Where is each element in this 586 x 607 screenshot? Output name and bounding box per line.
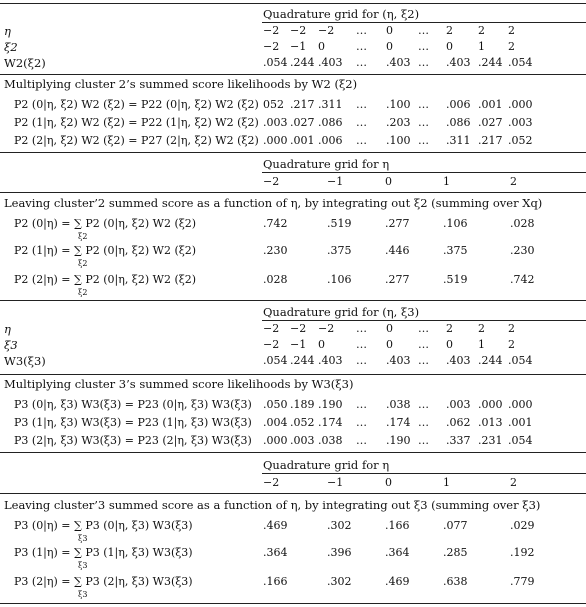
mult2-value: .000 bbox=[263, 134, 288, 147]
mult2-value: .311 bbox=[318, 98, 343, 111]
leave2-value: .106 bbox=[443, 217, 468, 230]
leave3-value: .364 bbox=[263, 546, 288, 559]
mult2-title: Multiplying cluster 2’s summed score likelihoods by W2 (ξ2) bbox=[4, 77, 358, 91]
grid-eta1-title: Quadrature grid for η bbox=[263, 157, 390, 171]
grid-xi2-eta-cell: 2 bbox=[446, 24, 453, 37]
grid-xi3-xi-cell: … bbox=[418, 338, 429, 351]
mult3-row-label: P3 (2|η, ξ3) W3(ξ3) = P23 (2|η, ξ3) W3(ξ3) bbox=[14, 434, 252, 447]
leave2-value: .742 bbox=[263, 217, 288, 230]
mult3-value: .038 bbox=[318, 434, 343, 447]
mult3-value: .174 bbox=[318, 416, 343, 429]
grid-eta2-cell: −1 bbox=[327, 476, 344, 489]
mult3-value: .003 bbox=[290, 434, 315, 447]
rule-leave3 bbox=[0, 493, 586, 494]
rule-top bbox=[0, 3, 586, 4]
grid-xi2-eta-cell: −2 bbox=[318, 24, 335, 37]
leave3-row-label: P3 (1|η) = ∑ P3 (1|η, ξ3) W3(ξ3) bbox=[14, 546, 193, 559]
mult3-row-label: P3 (1|η, ξ3) W3(ξ3) = P23 (1|η, ξ3) W3(ξ3) bbox=[14, 416, 252, 429]
grid-xi2-eta-label: η bbox=[4, 24, 11, 38]
mult2-value: .001 bbox=[290, 134, 315, 147]
grid-xi3-eta-cell: 2 bbox=[446, 322, 453, 335]
grid-eta2-cell: 0 bbox=[385, 476, 392, 489]
mult3-value: .000 bbox=[478, 398, 503, 411]
grid-eta1-cell: −1 bbox=[327, 175, 344, 188]
grid-xi2-eta-cell: 0 bbox=[386, 24, 393, 37]
grid-xi3-title: Quadrature grid for (η, ξ3) bbox=[263, 305, 420, 319]
grid-xi2-eta-cell: … bbox=[356, 24, 367, 37]
grid-eta2-title: Quadrature grid for η bbox=[263, 458, 390, 472]
rule-grid-xi3 bbox=[262, 320, 586, 321]
mult2-value: … bbox=[356, 98, 367, 111]
grid-xi3-w-cell: .403 bbox=[446, 354, 471, 367]
leave2-sum-subscript: ξ2 bbox=[78, 232, 88, 241]
grid-xi2-xi-cell: −2 bbox=[263, 40, 280, 53]
mult3-value: … bbox=[356, 416, 367, 429]
leave2-value: .277 bbox=[385, 217, 410, 230]
grid-xi3-w-cell: .244 bbox=[290, 354, 315, 367]
grid-xi3-eta-label: η bbox=[4, 322, 11, 336]
leave2-title: Leaving cluster’2 summed score as a function of η, by integrating out ξ2 (summing over Xq) bbox=[4, 196, 543, 210]
mult3-value: … bbox=[418, 434, 429, 447]
grid-eta1-cell: 1 bbox=[443, 175, 450, 188]
leave2-value: .230 bbox=[263, 244, 288, 257]
rule-grid-xi3-top bbox=[0, 300, 586, 301]
leave2-value: .106 bbox=[327, 273, 352, 286]
mult3-value: … bbox=[418, 416, 429, 429]
grid-xi3-xi-cell: −1 bbox=[290, 338, 307, 351]
leave2-value: .375 bbox=[327, 244, 352, 257]
grid-xi2-w-cell: .403 bbox=[446, 56, 471, 69]
mult3-value: .052 bbox=[290, 416, 315, 429]
grid-xi3-xi-cell: −2 bbox=[263, 338, 280, 351]
grid-xi3-eta-cell: −2 bbox=[318, 322, 335, 335]
mult3-value: .190 bbox=[318, 398, 343, 411]
mult3-value: .003 bbox=[446, 398, 471, 411]
mult3-value: .000 bbox=[508, 398, 533, 411]
mult3-row-label: P3 (0|η, ξ3) W3(ξ3) = P23 (0|η, ξ3) W3(ξ3) bbox=[14, 398, 252, 411]
mult3-value: .013 bbox=[478, 416, 503, 429]
leave2-row-label: P2 (1|η) = ∑ P2 (0|η, ξ2) W2 (ξ2) bbox=[14, 244, 197, 257]
grid-xi3-xi-cell: 1 bbox=[478, 338, 485, 351]
mult3-value: .231 bbox=[478, 434, 503, 447]
grid-xi2-w-cell: .403 bbox=[386, 56, 411, 69]
grid-xi3-eta-cell: … bbox=[356, 322, 367, 335]
grid-xi2-xi-label: ξ2 bbox=[4, 40, 18, 54]
rule-eta2 bbox=[262, 473, 586, 474]
mult2-value: .203 bbox=[386, 116, 411, 129]
leave2-value: .028 bbox=[510, 217, 535, 230]
mult2-value: .003 bbox=[508, 116, 533, 129]
grid-xi3-eta-cell: 2 bbox=[478, 322, 485, 335]
leave3-value: .779 bbox=[510, 575, 535, 588]
mult3-value: .054 bbox=[508, 434, 533, 447]
mult2-value: .086 bbox=[318, 116, 343, 129]
leave2-value: .375 bbox=[443, 244, 468, 257]
grid-xi2-xi-cell: … bbox=[418, 40, 429, 53]
grid-xi3-xi-label: ξ3 bbox=[4, 338, 18, 352]
leave2-value: .446 bbox=[385, 244, 410, 257]
grid-eta1-cell: 0 bbox=[385, 175, 392, 188]
leave3-sum-subscript: ξ3 bbox=[78, 590, 88, 599]
grid-xi3-eta-cell: 2 bbox=[508, 322, 515, 335]
rule-leave2 bbox=[0, 192, 586, 193]
grid-xi2-eta-cell: … bbox=[418, 24, 429, 37]
grid-xi2-eta-cell: −2 bbox=[290, 24, 307, 37]
rule-mult3 bbox=[0, 374, 586, 375]
mult2-row-label: P2 (1|η, ξ2) W2 (ξ2) = P22 (1|η, ξ2) W2 (ξ2) bbox=[14, 116, 259, 129]
grid-xi3-w-cell: .054 bbox=[263, 354, 288, 367]
rule-bottom bbox=[0, 603, 586, 604]
leave3-value: .077 bbox=[443, 519, 468, 532]
rule-grid-xi2 bbox=[262, 22, 586, 23]
grid-xi3-w-cell: .403 bbox=[318, 354, 343, 367]
mult2-value: .100 bbox=[386, 98, 411, 111]
leave2-row-label: P2 (2|η) = ∑ P2 (0|η, ξ2) W2 (ξ2) bbox=[14, 273, 197, 286]
leave2-row-label: P2 (0|η) = ∑ P2 (0|η, ξ2) W2 (ξ2) bbox=[14, 217, 197, 230]
grid-xi2-w-cell: .054 bbox=[508, 56, 533, 69]
leave3-value: .469 bbox=[385, 575, 410, 588]
mult3-value: .004 bbox=[263, 416, 288, 429]
mult2-value: … bbox=[356, 116, 367, 129]
grid-xi3-xi-cell: … bbox=[356, 338, 367, 351]
leave3-value: .638 bbox=[443, 575, 468, 588]
mult3-value: .174 bbox=[386, 416, 411, 429]
grid-xi3-eta-cell: −2 bbox=[290, 322, 307, 335]
grid-xi2-w-cell: … bbox=[418, 56, 429, 69]
grid-xi3-eta-cell: … bbox=[418, 322, 429, 335]
grid-xi3-xi-cell: 0 bbox=[318, 338, 325, 351]
mult2-value: .100 bbox=[386, 134, 411, 147]
mult2-value: .086 bbox=[446, 116, 471, 129]
grid-xi3-w-cell: .054 bbox=[508, 354, 533, 367]
mult3-value: .189 bbox=[290, 398, 315, 411]
leave3-value: .029 bbox=[510, 519, 535, 532]
grid-xi3-w-cell: … bbox=[356, 354, 367, 367]
mult3-value: … bbox=[418, 398, 429, 411]
leave3-title: Leaving cluster’3 summed score as a function of η, by integrating out ξ3 (summing over ξ3) bbox=[4, 498, 541, 512]
leave3-value: .302 bbox=[327, 575, 352, 588]
grid-xi2-w-cell: .244 bbox=[478, 56, 503, 69]
grid-xi2-xi-cell: 0 bbox=[386, 40, 393, 53]
grid-eta2-cell: 1 bbox=[443, 476, 450, 489]
grid-xi3-xi-cell: 0 bbox=[386, 338, 393, 351]
grid-xi2-w-cell: .244 bbox=[290, 56, 315, 69]
leave2-sum-subscript: ξ2 bbox=[78, 288, 88, 297]
grid-eta2-cell: 2 bbox=[510, 476, 517, 489]
leave3-value: .364 bbox=[385, 546, 410, 559]
grid-xi2-w-cell: … bbox=[356, 56, 367, 69]
rule-eta2-top bbox=[0, 452, 586, 453]
mult2-value: 052 bbox=[263, 98, 284, 111]
leave2-sum-subscript: ξ2 bbox=[78, 259, 88, 268]
leave2-value: .230 bbox=[510, 244, 535, 257]
leave2-value: .277 bbox=[385, 273, 410, 286]
mult2-value: .052 bbox=[508, 134, 533, 147]
grid-xi2-title: Quadrature grid for (η, ξ2) bbox=[263, 7, 420, 21]
mult3-value: … bbox=[356, 434, 367, 447]
mult2-row-label: P2 (2|η, ξ2) W2 (ξ2) = P27 (2|η, ξ2) W2 (ξ2) bbox=[14, 134, 259, 147]
grid-xi2-w-cell: .403 bbox=[318, 56, 343, 69]
mult2-value: .006 bbox=[318, 134, 343, 147]
leave3-value: .192 bbox=[510, 546, 535, 559]
mult2-value: .217 bbox=[290, 98, 315, 111]
leave2-value: .519 bbox=[327, 217, 352, 230]
grid-xi2-xi-cell: 0 bbox=[446, 40, 453, 53]
grid-xi3-xi-cell: 2 bbox=[508, 338, 515, 351]
mult2-value: … bbox=[418, 134, 429, 147]
grid-xi2-eta-cell: −2 bbox=[263, 24, 280, 37]
mult3-value: .038 bbox=[386, 398, 411, 411]
grid-xi3-eta-cell: −2 bbox=[263, 322, 280, 335]
grid-xi2-eta-cell: 2 bbox=[508, 24, 515, 37]
mult2-value: .001 bbox=[478, 98, 503, 111]
grid-eta1-cell: 2 bbox=[510, 175, 517, 188]
leave3-sum-subscript: ξ3 bbox=[78, 561, 88, 570]
grid-xi3-xi-cell: 0 bbox=[446, 338, 453, 351]
grid-xi2-xi-cell: 2 bbox=[508, 40, 515, 53]
mult2-value: .217 bbox=[478, 134, 503, 147]
grid-xi2-w-label: W2(ξ2) bbox=[4, 56, 46, 70]
rule-eta1-top bbox=[0, 152, 586, 153]
leave3-sum-subscript: ξ3 bbox=[78, 534, 88, 543]
mult2-value: … bbox=[356, 134, 367, 147]
grid-xi2-xi-cell: 0 bbox=[318, 40, 325, 53]
mult2-value: .000 bbox=[508, 98, 533, 111]
rule-eta1 bbox=[262, 172, 586, 173]
mult3-value: .337 bbox=[446, 434, 471, 447]
mult3-value: .001 bbox=[508, 416, 533, 429]
mult2-value: .006 bbox=[446, 98, 471, 111]
mult2-value: … bbox=[418, 98, 429, 111]
mult3-title: Multiplying cluster 3’s summed score likelihoods by W3(ξ3) bbox=[4, 377, 354, 391]
leave3-value: .166 bbox=[263, 575, 288, 588]
rule-mult2 bbox=[0, 74, 586, 75]
leave3-value: .469 bbox=[263, 519, 288, 532]
grid-xi3-w-cell: .244 bbox=[478, 354, 503, 367]
leave3-value: .396 bbox=[327, 546, 352, 559]
mult2-row-label: P2 (0|η, ξ2) W2 (ξ2) = P22 (0|η, ξ2) W2 (ξ2) bbox=[14, 98, 259, 111]
mult2-value: .027 bbox=[478, 116, 503, 129]
mult2-value: .311 bbox=[446, 134, 471, 147]
mult2-value: .003 bbox=[263, 116, 288, 129]
grid-xi3-eta-cell: 0 bbox=[386, 322, 393, 335]
grid-xi2-xi-cell: −1 bbox=[290, 40, 307, 53]
grid-xi2-xi-cell: … bbox=[356, 40, 367, 53]
leave3-value: .302 bbox=[327, 519, 352, 532]
leave3-row-label: P3 (0|η) = ∑ P3 (0|η, ξ3) W3(ξ3) bbox=[14, 519, 193, 532]
grid-xi3-w-label: W3(ξ3) bbox=[4, 354, 46, 368]
grid-xi2-xi-cell: 1 bbox=[478, 40, 485, 53]
grid-xi2-eta-cell: 2 bbox=[478, 24, 485, 37]
mult3-value: .062 bbox=[446, 416, 471, 429]
mult2-value: .027 bbox=[290, 116, 315, 129]
leave2-value: .028 bbox=[263, 273, 288, 286]
leave3-row-label: P3 (2|η) = ∑ P3 (2|η, ξ3) W3(ξ3) bbox=[14, 575, 193, 588]
mult3-value: .190 bbox=[386, 434, 411, 447]
mult2-value: … bbox=[418, 116, 429, 129]
mult3-value: .000 bbox=[263, 434, 288, 447]
leave2-value: .519 bbox=[443, 273, 468, 286]
leave2-value: .742 bbox=[510, 273, 535, 286]
grid-xi2-w-cell: .054 bbox=[263, 56, 288, 69]
grid-eta1-cell: −2 bbox=[263, 175, 280, 188]
grid-eta2-cell: −2 bbox=[263, 476, 280, 489]
grid-xi3-w-cell: .403 bbox=[386, 354, 411, 367]
leave3-value: .166 bbox=[385, 519, 410, 532]
leave3-value: .285 bbox=[443, 546, 468, 559]
mult3-value: .050 bbox=[263, 398, 288, 411]
mult3-value: … bbox=[356, 398, 367, 411]
grid-xi3-w-cell: … bbox=[418, 354, 429, 367]
